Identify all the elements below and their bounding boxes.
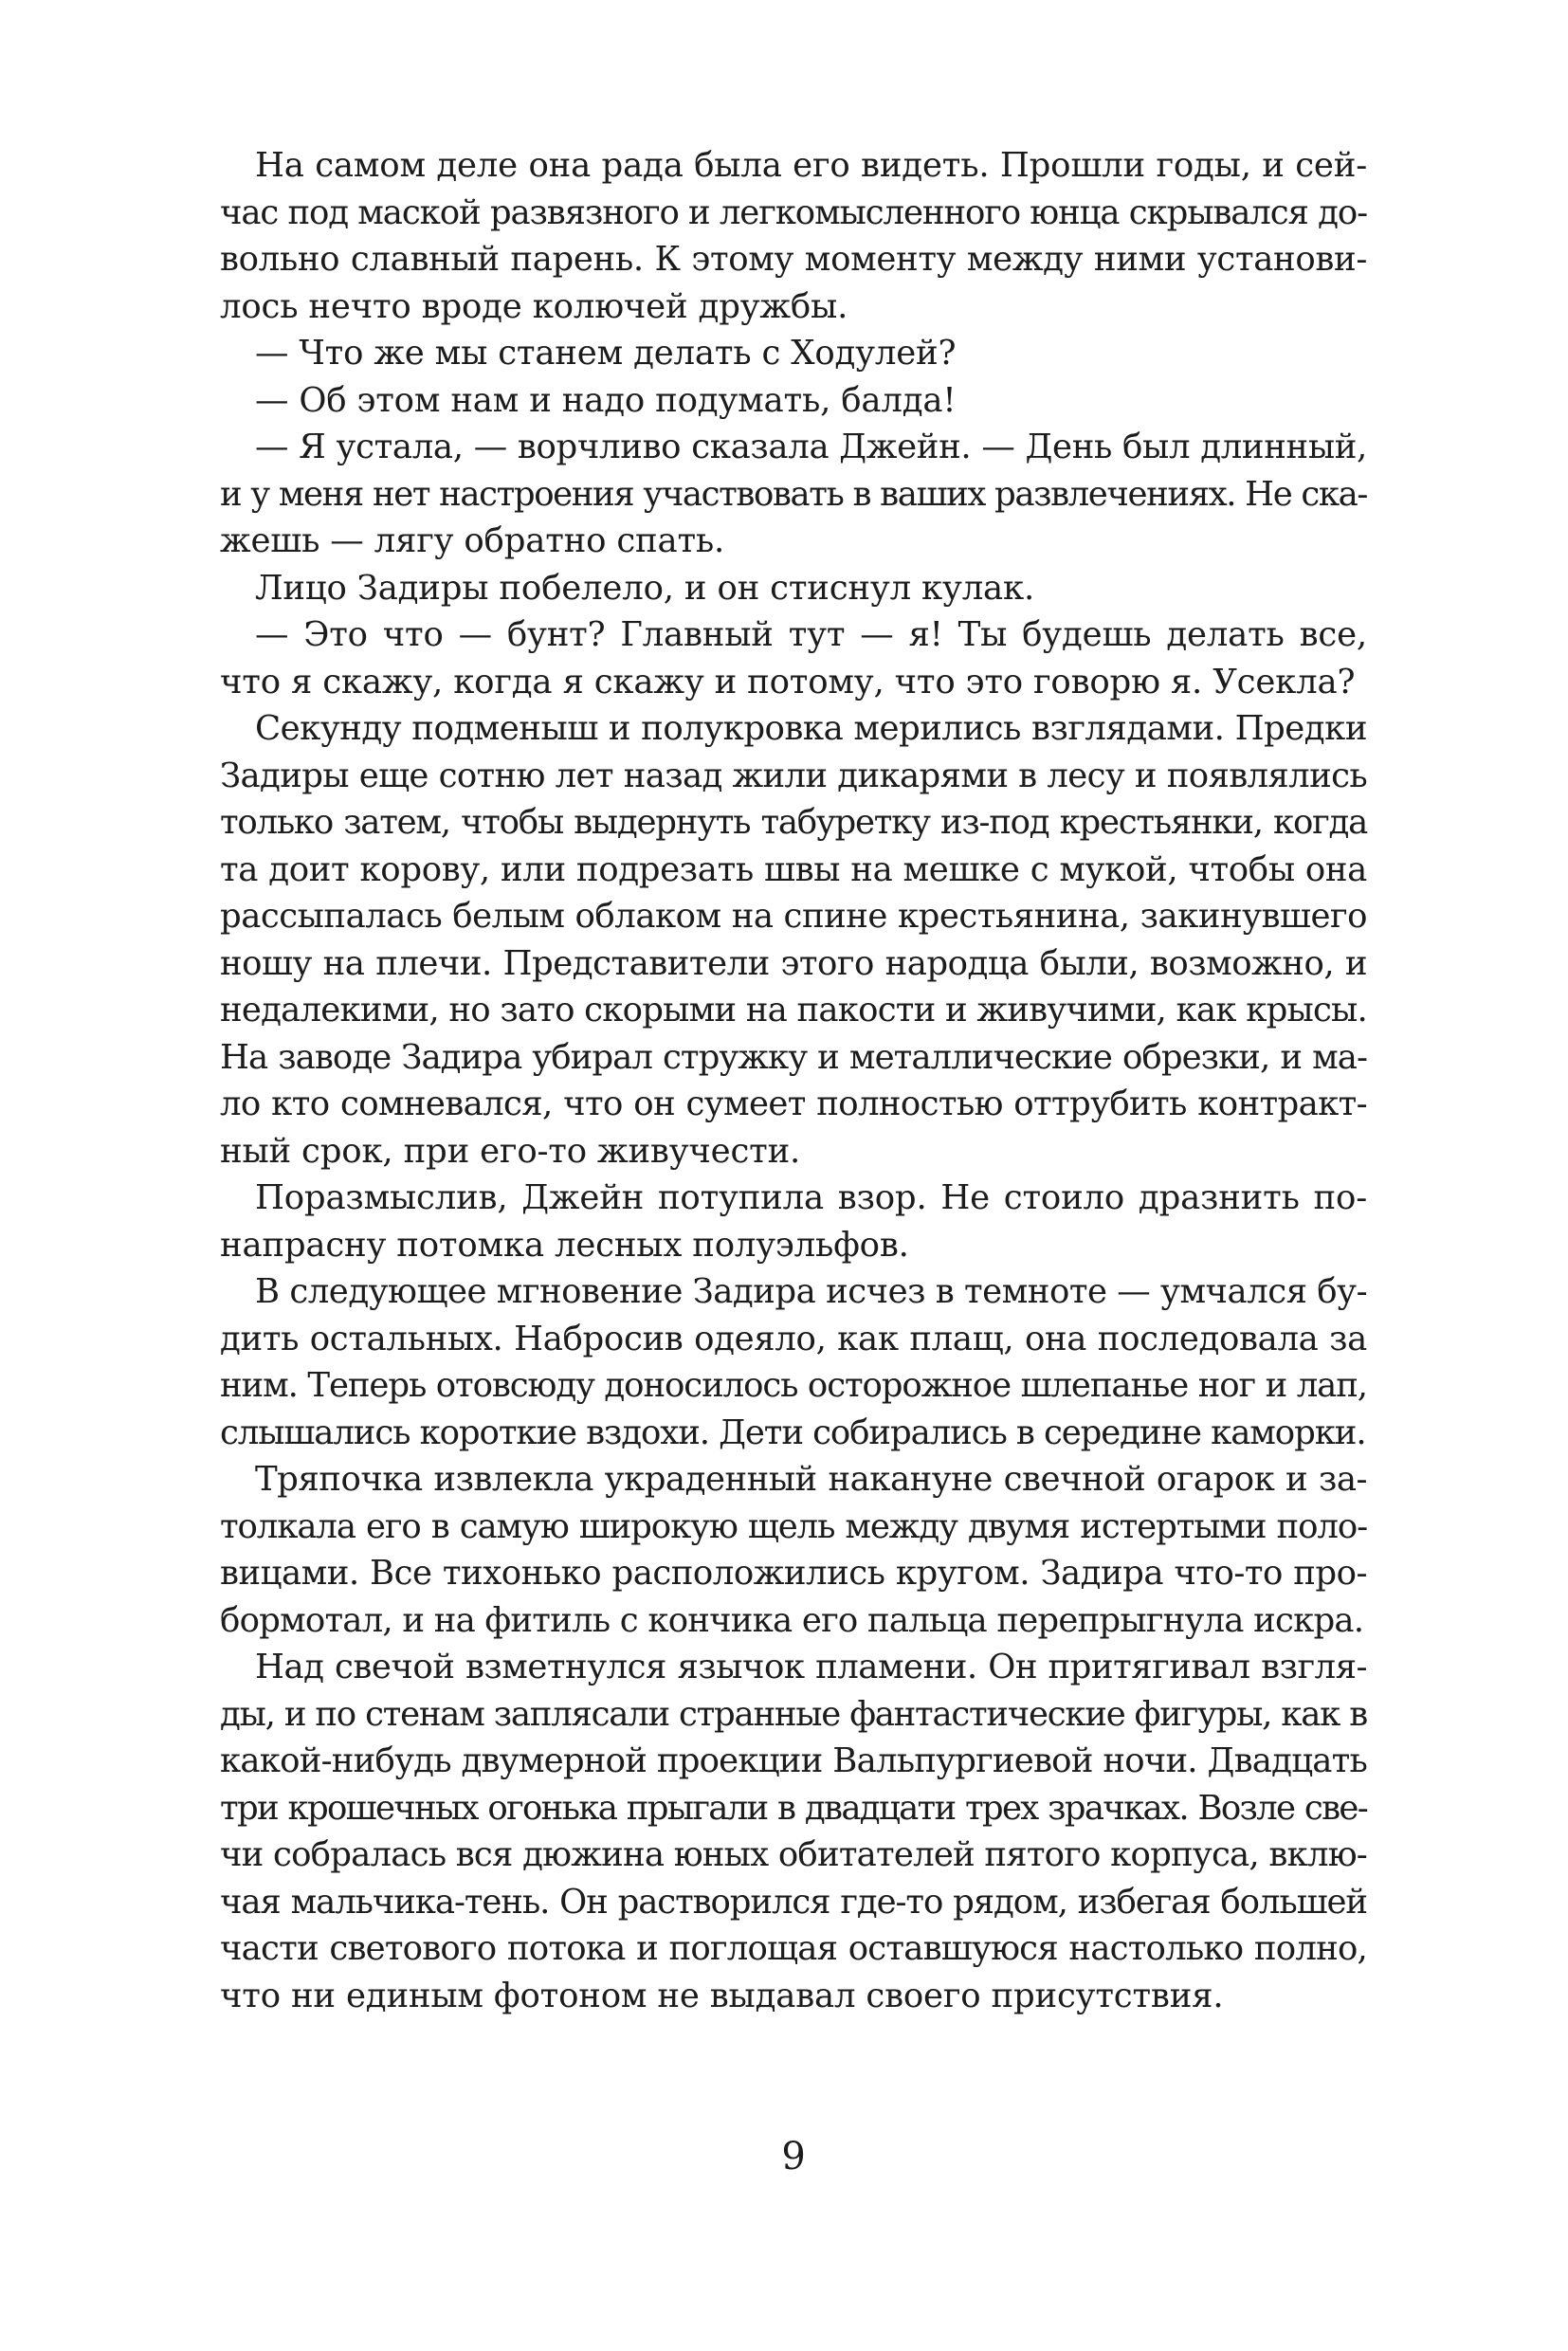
text-line: чая мальчика-тень. Он растворился где-то рядом, избегая большей — [220, 1882, 1367, 1922]
book-page — [220, 142, 1367, 2351]
text-line: — Что же мы станем делать с Ходулей? — [255, 334, 957, 373]
text-line: Задиры еще сотню лет назад жили дикарями в лесу и появлялись — [220, 756, 1367, 795]
text-line: слышались короткие вздохи. Дети собирались в середине каморки. — [220, 1412, 1366, 1452]
paragraph — [220, 705, 1367, 1175]
text-line: что ни единым фотоном не выдавал своего присутствия. — [220, 1976, 1224, 2015]
text-line: три крошечных огонька прыгали в двадцати трех зрачках. Возле све- — [220, 1788, 1367, 1828]
paragraph — [220, 565, 1367, 612]
text-line: ный срок, при его-то живучести. — [220, 1131, 801, 1171]
paragraph — [220, 1644, 1367, 2019]
text-line: ло кто сомневался, что он сумеет полностью оттрубить контракт- — [220, 1084, 1367, 1123]
text-line: Секунду подменыш и полукровка мерились взглядами. Предки — [255, 709, 1367, 748]
text-line: какой-нибудь двумерной проекции Вальпургиевой ночи. Двадцать — [220, 1741, 1367, 1780]
text-line: ношу на плечи. Представители этого народца были, возможно, и — [220, 943, 1367, 983]
text-line: — Об этом нам и надо подумать, балда! — [255, 380, 957, 420]
paragraph — [220, 142, 1367, 330]
text-line: В следующее мгновение Задира исчез в темноте — умчался бу- — [255, 1272, 1368, 1311]
text-line: — Я устала, — ворчливо сказала Джейн. — День был длинный, — [255, 428, 1367, 466]
text-line: лось нечто вроде колючей дружбы. — [220, 286, 848, 326]
text-line: и у меня нет настроения участвовать в ваших развлечениях. Не ска- — [220, 474, 1367, 514]
page-number: 9 — [781, 2135, 806, 2178]
text-line: части светового потока и поглощая оставшуюся настолько полно, — [220, 1929, 1367, 1968]
text-line: рассыпалась белым облаком на спине крестьянина, закинувшего — [220, 897, 1367, 936]
text-line: бормотал, и на фитиль с кончика его пальца перепрыгнула искра. — [220, 1600, 1364, 1640]
paragraph — [220, 1456, 1367, 1644]
paragraph — [220, 1268, 1367, 1456]
text-line: На заводе Задира убирал стружку и металлические обрезки, и ма- — [220, 1037, 1367, 1077]
paragraph — [220, 330, 1367, 377]
text-line: Лицо Задиры побелело, и он стиснул кулак. — [255, 568, 1035, 608]
text-line: На самом деле она рада была его видеть. Прошли годы, и сей- — [255, 146, 1367, 185]
text-line: что я скажу, когда я скажу и потому, что это говорю я. Усекла? — [220, 662, 1356, 702]
text-line: Поразмыслив, Джейн потупила взор. Не стоило дразнить по- — [255, 1178, 1367, 1217]
text-line: Над свечой взметнулся язычок пламени. Он притягивал взгля- — [255, 1648, 1367, 1686]
text-line: только затем, чтобы выдернуть табуретку из-под крестьянки, когда — [220, 803, 1367, 842]
page-text — [220, 142, 1367, 2019]
text-line: вольно славный парень. К этому моменту между ними установи- — [220, 240, 1367, 279]
text-line: дить остальных. Набросив одеяло, как плащ, она последовала за — [220, 1319, 1367, 1358]
text-line: ды, и по стенам заплясали странные фантастические фигуры, как в — [220, 1694, 1367, 1734]
paragraph — [220, 377, 1367, 425]
text-line: — Это что — бунт? Главный тут — я! Ты будешь делать все, — [255, 615, 1367, 654]
text-line: Тряпочка извлекла украденный накануне свечной огарок и за- — [255, 1460, 1367, 1499]
text-line: ним. Теперь отовсюду доносилось осторожное шлепанье ног и лап, — [220, 1366, 1367, 1405]
text-line: напрасну потомка лесных полуэльфов. — [220, 1225, 909, 1265]
text-line: та доит корову, или подрезать швы на мешке с мукой, чтобы она — [220, 849, 1367, 889]
text-line: час под маской развязного и легкомысленного юнца скрывался до- — [220, 192, 1367, 232]
paragraph — [220, 424, 1367, 565]
text-line: недалекими, но зато скорыми на пакости и живучими, как крысы. — [220, 991, 1367, 1030]
text-line: толкала его в самую широкую щель между двумя истертыми поло- — [220, 1506, 1367, 1546]
text-line: жешь — лягу обратно спать. — [220, 521, 725, 560]
paragraph — [220, 611, 1367, 705]
text-line: вицами. Все тихонько расположились кругом. Задира что-то про- — [220, 1554, 1367, 1593]
text-line: чи собралась вся дюжина юных обитателей пятого корпуса, вклю- — [220, 1835, 1367, 1874]
paragraph — [220, 1175, 1367, 1268]
